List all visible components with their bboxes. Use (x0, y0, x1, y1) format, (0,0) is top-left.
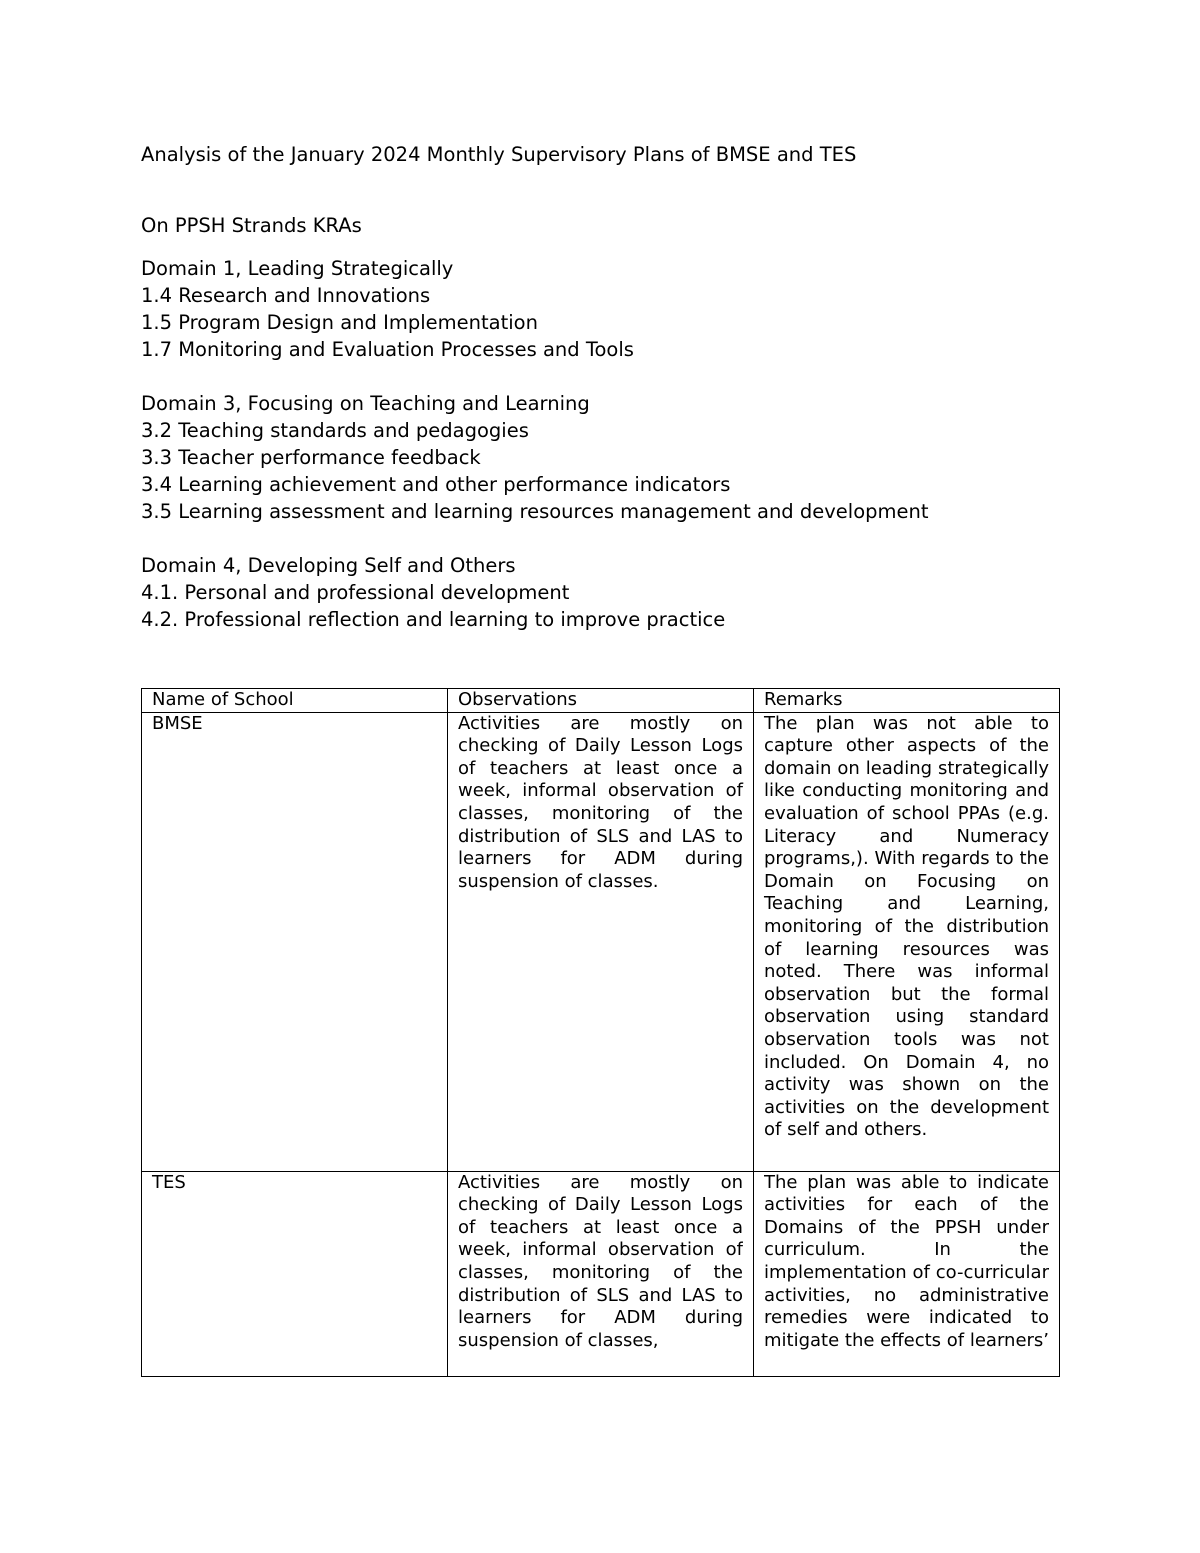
domain-item: 3.3 Teacher performance feedback (141, 446, 481, 469)
observations-cell: Activities are mostly on checking of Daily Lesson Logs of teachers at least once a week, informal observation of classes, monitoring of the distribution of SLS and LAS to learners for ADM during suspension of classes. (448, 712, 754, 1171)
analysis-table (141, 688, 1060, 1377)
domain-item: 3.4 Learning achievement and other performance indicators (141, 473, 731, 496)
domain-4-section (141, 552, 725, 633)
domain-heading: Domain 3, Focusing on Teaching and Learning (141, 392, 590, 415)
table-header-row (142, 689, 1060, 713)
domain-heading: Domain 4, Developing Self and Others (141, 554, 516, 577)
school-name-cell: TES (142, 1171, 448, 1376)
observations-cell-wrap (448, 1171, 754, 1376)
document-title: Analysis of the January 2024 Monthly Supervisory Plans of BMSE and TES (141, 143, 857, 166)
school-name-cell: BMSE (142, 712, 448, 1171)
table-row (142, 1171, 1060, 1376)
domain-item: 3.2 Teaching standards and pedagogies (141, 419, 529, 442)
remarks-cell: The plan was not able to capture other aspects of the domain on leading strategically like conducting monitoring and evaluation of school PPAs (e.g. Literacy and Numeracy programs,). With regards to the Domain on Focusing on Teaching and Learning, monitoring of the distribution of learning resources was noted. There was informal observation but the formal observation using standard observation tools was not included. On Domain 4, no activity was shown on the activities on the development of self and others. (754, 712, 1060, 1171)
header-remarks: Remarks (754, 689, 1060, 713)
remarks-cell: The plan was able to indicate activities for each of the Domains of the PPSH under curriculum. In the implementation of co-curricular activities, no administrative remedies were indicated to mitigate the effects of learners’ (764, 1171, 1049, 1351)
domain-item: 4.2. Professional reflection and learning to improve practice (141, 608, 726, 631)
table-row (142, 712, 1060, 1171)
remarks-cell-wrap (754, 1171, 1060, 1376)
domain-item: 4.1. Personal and professional development (141, 581, 570, 604)
domain-item: 1.7 Monitoring and Evaluation Processes and Tools (141, 338, 634, 361)
header-observations: Observations (448, 689, 754, 713)
domain-item: 1.5 Program Design and Implementation (141, 311, 538, 334)
domain-3-section (141, 390, 929, 525)
header-name-of-school: Name of School (142, 689, 448, 713)
domain-item: 3.5 Learning assessment and learning resources management and development (141, 500, 929, 523)
domain-item: 1.4 Research and Innovations (141, 284, 431, 307)
observations-cell: Activities are mostly on checking of Daily Lesson Logs of teachers at least once a week, informal observation of classes, monitoring of the distribution of SLS and LAS to learners for ADM during suspension of classes, (458, 1171, 743, 1351)
domain-heading: Domain 1, Leading Strategically (141, 257, 454, 280)
domain-1-section (141, 255, 634, 363)
document-subtitle: On PPSH Strands KRAs (141, 214, 362, 237)
